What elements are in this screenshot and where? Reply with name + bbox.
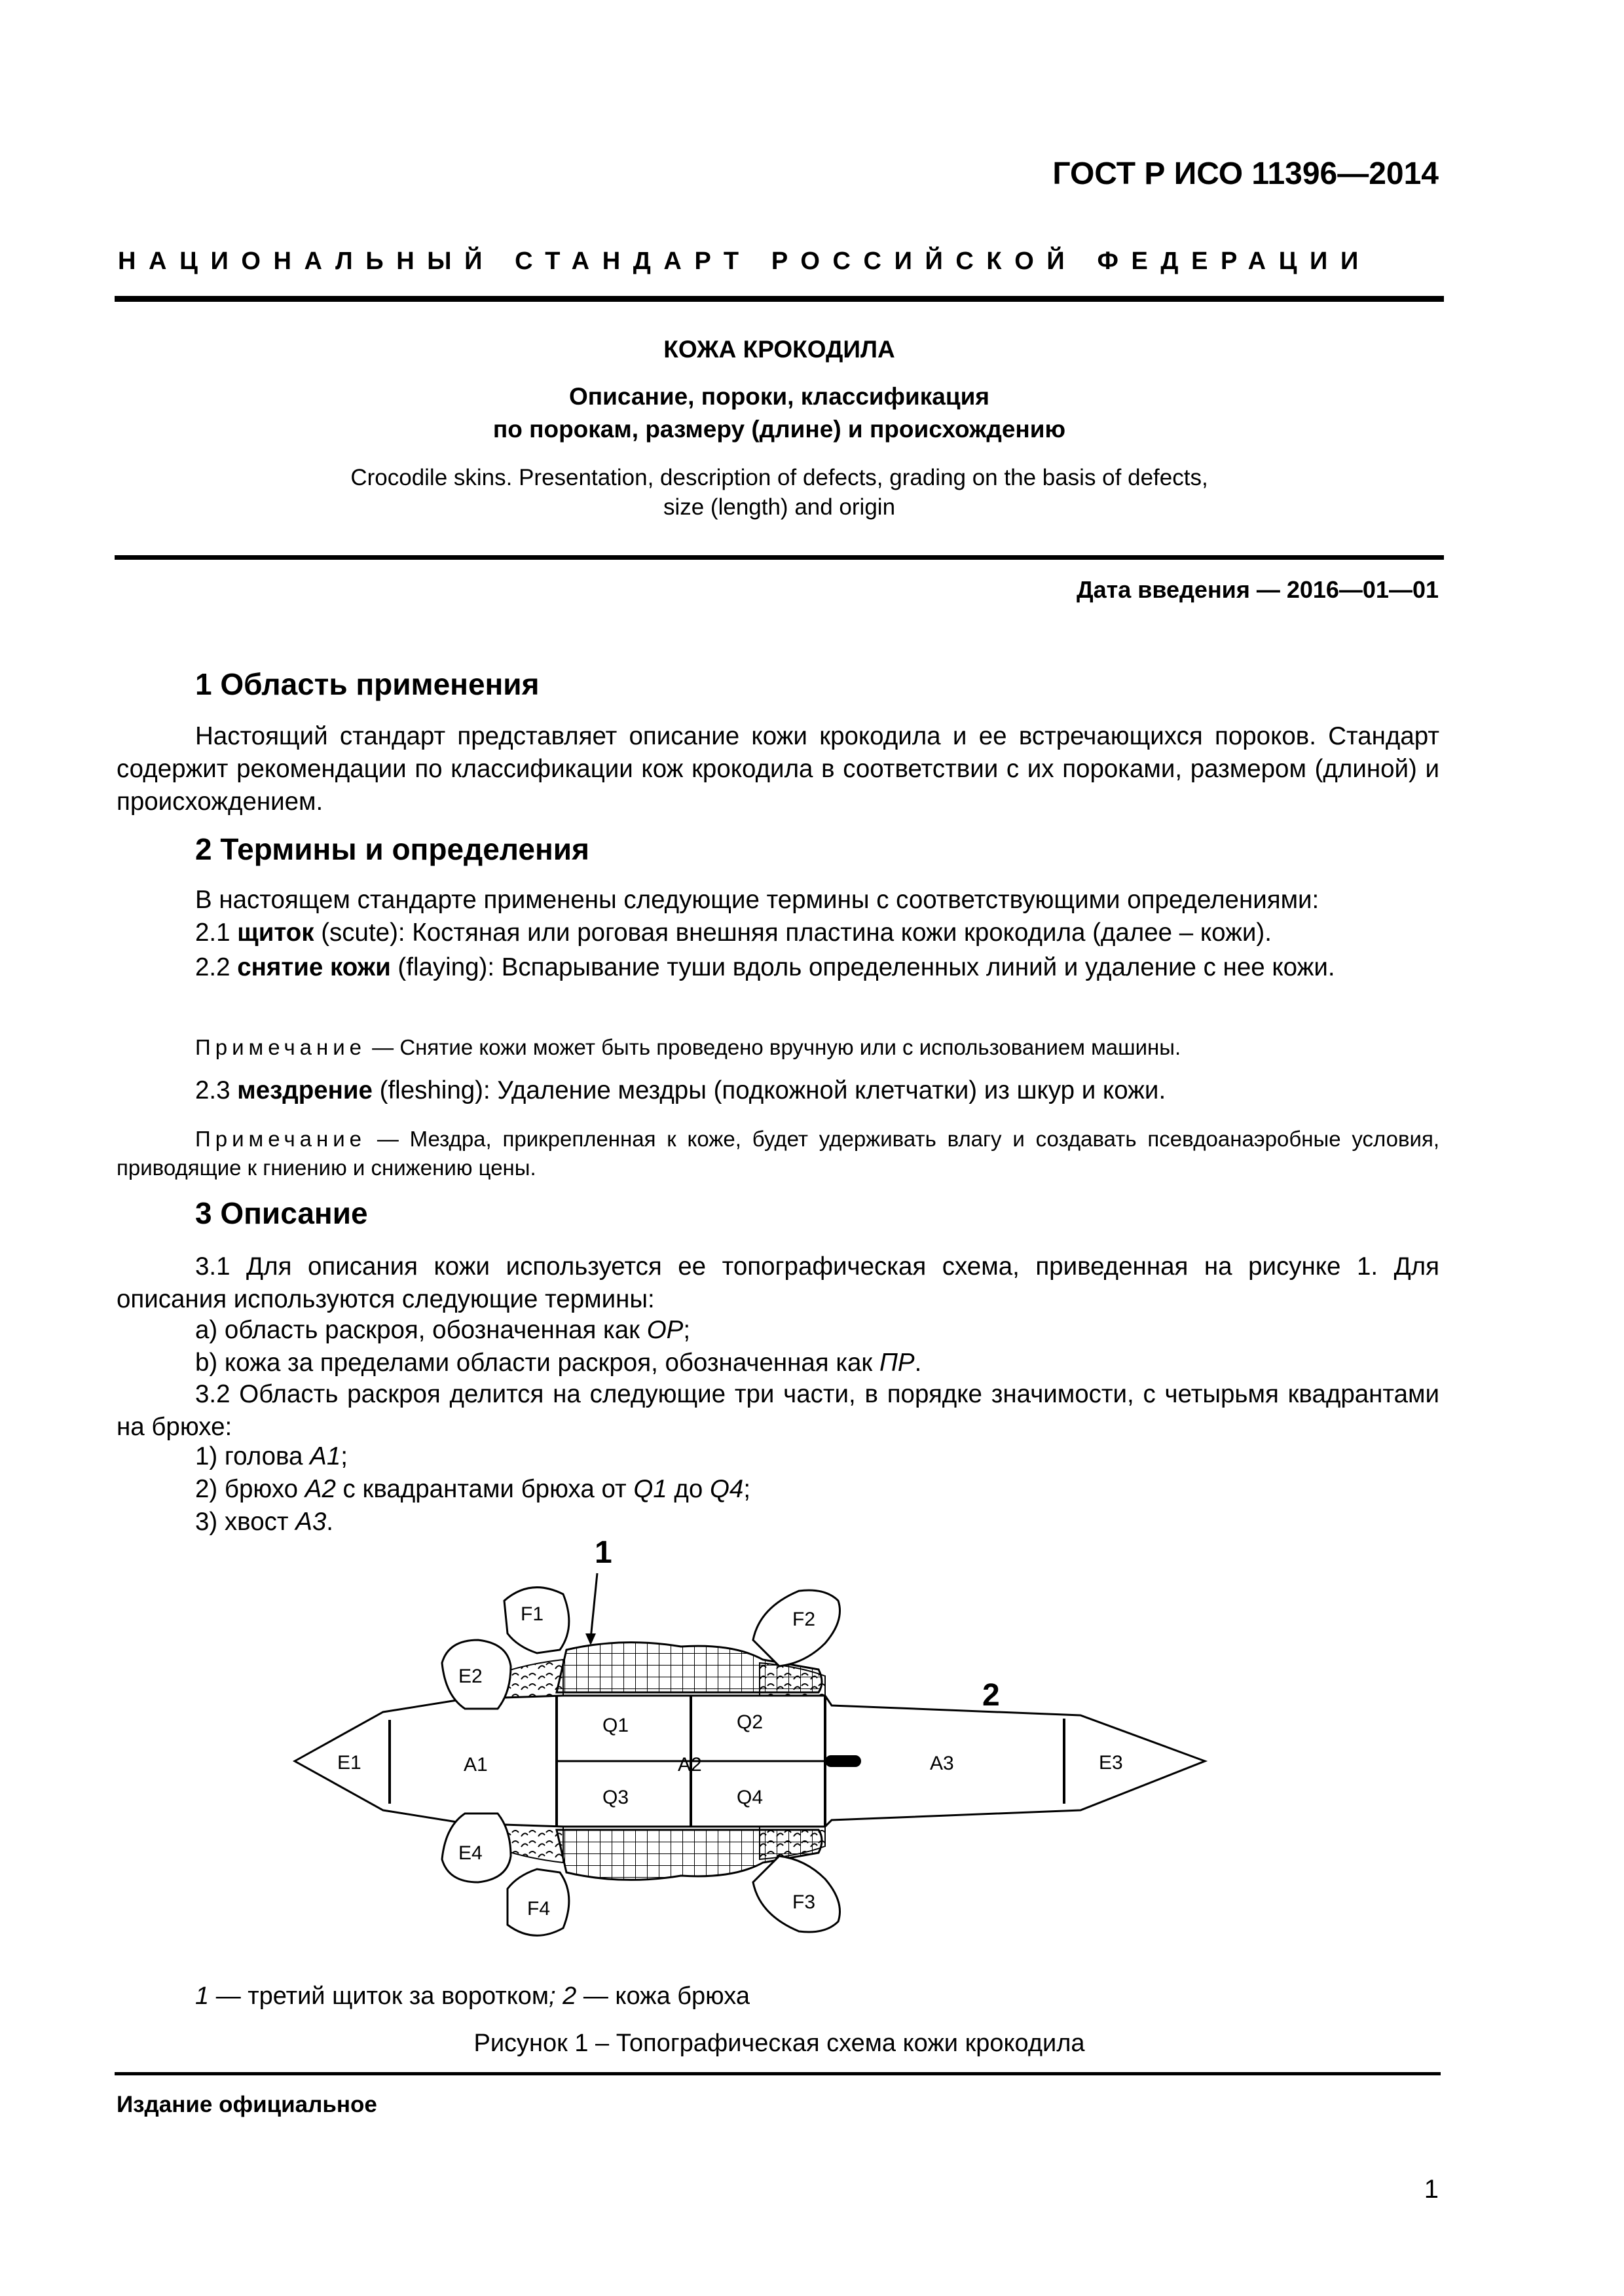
callout-1: 1: [595, 1535, 612, 1570]
legend-key-2: 2: [563, 1982, 577, 2010]
term-2-2-term: снятие кожи: [237, 953, 391, 981]
list-item-2-q4: Q4: [709, 1475, 744, 1503]
label-E4: E4: [458, 1842, 483, 1864]
term-2-2: [117, 951, 1439, 984]
list-item-1-abbr: A1: [310, 1442, 341, 1470]
clause-3-2: 3.2 Область раскроя делится на следующие три части, в порядке значимости, с четырьмя квадрантами на брюхе:: [117, 1380, 1439, 1441]
note-2-text: — Мездра, прикрепленная к коже, будет удерживать влагу и создавать псевдоанаэробные условия, приводящие к гниению и снижению цены.: [117, 1127, 1439, 1180]
list-item-3-text: 3) хвост: [195, 1508, 296, 1536]
label-F3: F3: [792, 1891, 816, 1913]
note-1-text: — Снятие кожи может быть проведено вручную или с использованием машины.: [366, 1035, 1181, 1059]
label-E1: E1: [337, 1752, 361, 1774]
list-item-1: [195, 1442, 348, 1471]
lower-right-flank: [760, 1827, 825, 1859]
label-F2: F2: [792, 1609, 816, 1630]
term-2-3-term: мездрение: [237, 1076, 373, 1104]
list-item-3: [195, 1508, 333, 1537]
list-item-2-mid: с квадрантами брюха от: [335, 1475, 634, 1503]
footer-rule: [115, 2072, 1441, 2075]
term-2-3-definition: (fleshing): Удаление мездры (подкожной клетчатки) из шкур и кожи.: [372, 1076, 1166, 1104]
label-Q3: Q3: [602, 1787, 629, 1808]
list-item-2-text: 2) брюхо: [195, 1475, 305, 1503]
top-rule: [115, 296, 1444, 302]
section-2-intro: В настоящем стандарте применены следующие термины с соответствующими определениями:: [195, 886, 1320, 914]
term-2-3-number: 2.3: [195, 1076, 231, 1104]
item-a-end: ;: [683, 1316, 691, 1344]
term-2-2-definition: (flaying): Вспарывание туши вдоль определенных линий и удаление с нее кожи.: [390, 953, 1335, 981]
term-2-1-definition: (scute): Костяная или роговая внешняя пластина кожи крокодила (далее – кожи).: [314, 919, 1272, 947]
note-1-label: Примечание: [195, 1035, 367, 1059]
clause-3-1: 3.1 Для описания кожи используется ее топографическая схема, приведенная на рисунке 1. Для описания используются следующие термины:: [117, 1252, 1439, 1313]
label-E2: E2: [458, 1666, 483, 1687]
label-A1: A1: [464, 1754, 488, 1776]
upper-right-flank: [760, 1663, 825, 1696]
item-b: [195, 1349, 921, 1377]
list-item-2-mid2: до: [667, 1475, 710, 1503]
item-b-text: b) кожа за пределами области раскроя, обозначенная как: [195, 1349, 879, 1377]
item-b-abbr: ПР: [879, 1349, 915, 1377]
list-item-1-end: ;: [341, 1442, 348, 1470]
label-F4: F4: [527, 1898, 551, 1920]
english-title-line-1: Crocodile skins. Presentation, description of defects, grading on the basis of defects,: [350, 465, 1208, 490]
figure-legend: [195, 1982, 750, 2011]
term-2-1-number: 2.1: [195, 919, 231, 947]
subtitle-line-2: по порокам, размеру (длине) и происхождению: [492, 416, 1066, 443]
legend-key-1: 1: [195, 1982, 210, 2010]
legend-separator: ;: [549, 1982, 563, 2010]
document-number: ГОСТ Р ИСО 11396—2014: [1052, 156, 1439, 191]
item-a-text: a) область раскроя, обозначенная как: [195, 1316, 647, 1344]
label-Q1: Q1: [602, 1715, 629, 1736]
item-b-end: .: [914, 1349, 922, 1377]
figure-caption: Рисунок 1 – Топографическая схема кожи крокодила: [473, 2030, 1085, 2057]
page-number: 1: [1424, 2175, 1439, 2204]
label-F1: F1: [521, 1603, 544, 1625]
section-1-heading: 1 Область применения: [195, 667, 540, 701]
legend-text-1: — третий щиток за воротком: [215, 1982, 549, 2010]
crocodile-skin-diagram: [282, 1535, 1225, 1954]
tail-marker: [825, 1755, 861, 1767]
section-1-text: Настоящий стандарт представляет описание кожи крокодила и ее встречающихся пороков. Стандарт содержит рекомендации по классификации кож крокодила в соответствии с их пороками, размером (длиной) и происхождением.: [117, 722, 1439, 816]
english-title-line-2: size (length) and origin: [663, 494, 896, 520]
legend-text-2: — кожа брюха: [583, 1982, 750, 2010]
note-2-label: Примечание: [195, 1127, 367, 1151]
list-item-2: [195, 1475, 750, 1504]
term-2-1: [195, 919, 1272, 947]
term-2-3: [195, 1076, 1166, 1105]
label-Q2: Q2: [737, 1711, 764, 1733]
list-item-3-abbr: A3: [295, 1508, 327, 1536]
list-item-1-text: 1) голова: [195, 1442, 310, 1470]
item-a-abbr: OP: [646, 1316, 684, 1344]
note-1: [195, 1033, 1439, 1062]
callout-1-arrowhead: [585, 1633, 596, 1645]
title-rule: [115, 555, 1444, 560]
section-2-heading: 2 Термины и определения: [195, 832, 589, 866]
callout-2: 2: [982, 1678, 1000, 1713]
callout-1-arrow: [591, 1573, 597, 1639]
term-2-1-term: щиток: [237, 919, 314, 947]
standard-title: КОЖА КРОКОДИЛА: [663, 336, 895, 363]
note-2: [117, 1125, 1439, 1182]
label-A2: A2: [678, 1754, 702, 1776]
national-standard-heading: НАЦИОНАЛЬНЫЙ СТАНДАРТ РОССИЙСКОЙ ФЕДЕРАЦИИ: [118, 247, 1371, 275]
list-item-3-end: .: [326, 1508, 333, 1536]
label-A3: A3: [930, 1753, 954, 1774]
term-2-2-number: 2.2: [195, 953, 231, 981]
list-item-2-q1: Q1: [633, 1475, 667, 1503]
subtitle-line-1: Описание, пороки, классификация: [569, 383, 989, 410]
introduction-date: Дата введения — 2016—01—01: [1076, 576, 1439, 603]
item-a: [195, 1316, 690, 1345]
list-item-2-end: ;: [743, 1475, 751, 1503]
official-edition: Издание официальное: [117, 2092, 377, 2117]
label-Q4: Q4: [737, 1787, 764, 1808]
list-item-2-abbr: A2: [304, 1475, 336, 1503]
label-E3: E3: [1099, 1752, 1123, 1774]
section-3-heading: 3 Описание: [195, 1196, 368, 1230]
